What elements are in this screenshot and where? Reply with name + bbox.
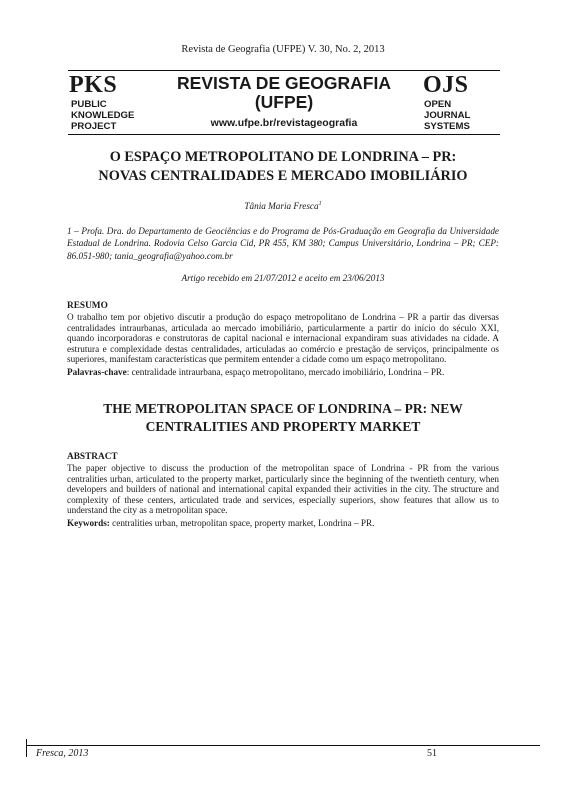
ojs-sub-line: JOURNAL [424,110,471,121]
resumo-body: O trabalho tem por objetivo discutir a produção do espaço metropolitano de Londrina – PR a partir das diversas centralidades intraurbanas, articulada ao mercado imobiliário, particularmente a partir do início do século XXI, quando incorporadoras e construtoras de capital nacional e internacional expandiram suas atividades na cidade. A estrutura e complexidade destas centralidades, articuladas ao comércio e prestação de serviços, principalmente os superiores, manifestam características que permitem entender a cidade como um espaço metropolitano. [67,312,499,365]
footer-tick [26,739,27,757]
title-pt-line: NOVAS CENTRALIDADES E MERCADO IMOBILIÁRIO [98,168,468,184]
author-affiliation: 1 – Profa. Dra. do Departamento de Geociências e do Programa de Pós-Graduação em Geografia da Universidade Estadual de Londrina. Rodovia Celso Garcia Cid, PR 455, KM 380; Campus Universitário, Londrina – PR; CEP: 86.051-980; tania_geografia@yahoo.com.br [67,226,499,261]
keywords-en-text: centralities urban, metropolitan space, property market, Londrina – PR. [109,518,375,528]
received-date: Artigo recebido em 21/07/2012 e aceito em 23/06/2013 [181,273,385,283]
title-en-line: CENTRALITIES AND PROPERTY MARKET [145,419,421,434]
footer-author-year: Fresca, 2013 [36,748,89,759]
masthead-bottom-rule [68,134,500,135]
ojs-sub-line: SYSTEMS [424,121,470,132]
pks-logo-subtitle [71,99,134,132]
journal-url[interactable]: www.ufpe.br/revistageografia [210,117,358,129]
pks-sub-line: PUBLIC [71,99,107,110]
ojs-logo-subtitle [424,99,470,132]
journal-title-line2: (UFPE) [254,92,314,112]
journal-citation: Revista de Geografia (UFPE) V. 30, No. 2, 2013 [181,44,385,55]
masthead-top-rule [68,70,500,71]
keywords-en [67,518,499,529]
pks-sub-line: PROJECT [71,121,117,132]
ojs-sub-line: OPEN [424,99,452,110]
author-name: Tânia Maria Fresca [244,201,319,212]
article-title-en [40,400,526,436]
masthead [68,70,500,136]
title-pt-line: O ESPAÇO METROPOLITANO DE LONDRINA – PR: [109,149,457,165]
keywords-pt-label: Palavras-chave [67,367,127,377]
author-footnote-mark: 1 [318,201,322,207]
abstract-body: The paper objective to discuss the production of the metropolitan space of Londrina - PR from the various centralities urban, articulated to the property market, particularly since the beginning of the twentieth century, when developers and builders of national and international capital expanded their activities in the city. The structure and complexity of these centers, articulated trade and services, especially superiors, show features that allow us to understand the city as a metropolitan space. [67,463,499,516]
article-title-pt [40,148,526,186]
keywords-pt [67,367,499,378]
ojs-logo: OJS [423,72,469,98]
keywords-pt-text: : centralidade intraurbana, espaço metropolitano, mercado imobiliário, Londrina – PR. [126,367,445,377]
footer-rule [26,745,540,746]
title-en-line: THE METROPOLITAN SPACE OF LONDRINA – PR: NEW [103,401,463,416]
pks-sub-line: KNOWLEDGE [71,110,135,121]
abstract-heading: ABSTRACT [67,452,118,462]
resumo-heading: RESUMO [67,301,108,311]
keywords-en-label: Keywords: [67,518,110,528]
author [0,201,566,211]
journal-title-line1: REVISTA DE GEOGRAFIA [177,73,391,93]
pks-logo: PKS [69,72,118,98]
page-number: 51 [427,748,437,759]
